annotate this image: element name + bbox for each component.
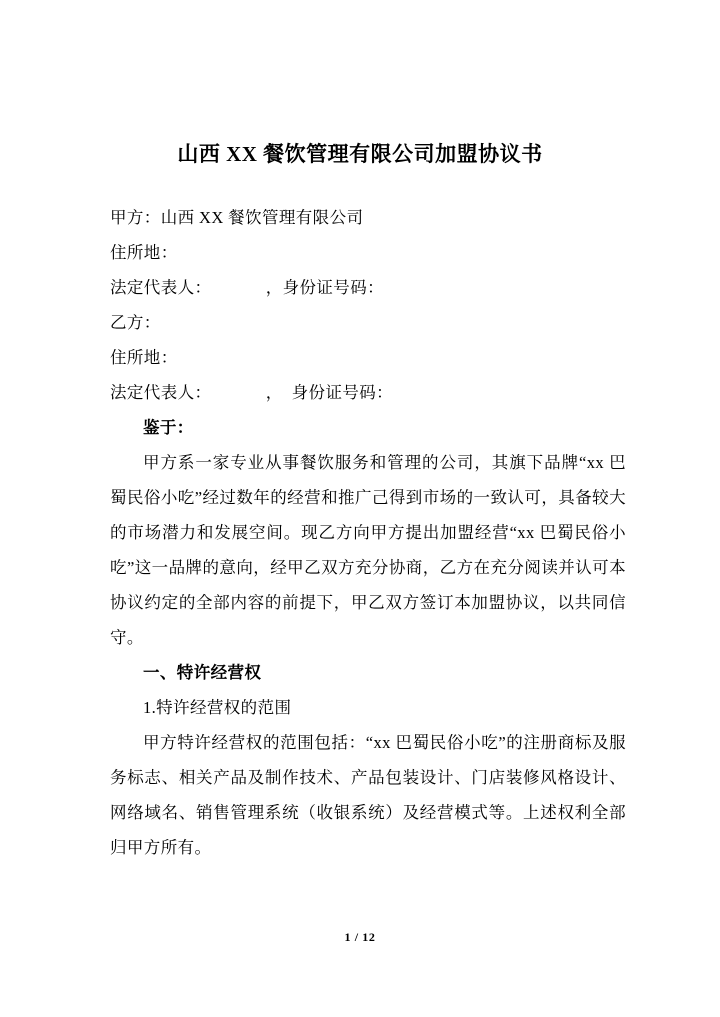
document-body — [110, 200, 626, 865]
party-a-legal-rep-line: 法定代表人： ，身份证号码： — [110, 278, 384, 297]
party-a-name-line: 甲方：山西 XX 餐饮管理有限公司 — [110, 208, 364, 227]
party-b-address-line: 住所地： — [110, 348, 178, 367]
page-footer: 1 / 12 — [344, 930, 376, 944]
subsection-heading-1-1: 1.特许经营权的范围 — [143, 698, 292, 717]
party-a-address-line: 住所地： — [110, 243, 178, 262]
subsection-paragraph-1-1: 甲方特许经营权的范围包括：“xx 巴蜀民俗小吃”的注册商标及服务标志、相关产品及制作技术、产品包装设计、门店装修风格设计、网络域名、销售管理系统（收银系统）及经营模式等。上述权利全部归甲方所有。 — [110, 733, 626, 857]
party-b-name-line: 乙方： — [110, 313, 161, 332]
section-heading-1: 一、特许经营权 — [143, 663, 262, 682]
recitals-paragraph: 甲方系一家专业从事餐饮服务和管理的公司，其旗下品牌“xx 巴蜀民俗小吃”经过数年的经营和推广己得到市场的一致认可，具备较大的市场潜力和发展空间。现乙方向甲方提出加盟经营“xx 巴蜀民俗小吃”这一品牌的意向，经甲乙双方充分协商，乙方在充分阅读并认可本协议约定的全部内容的前提下，甲乙双方签订本加盟协议，以共同信守。 — [110, 453, 626, 647]
recitals-heading: 鉴于： — [143, 418, 194, 437]
page-title: 山西 XX 餐饮管理有限公司加盟协议书 — [177, 142, 543, 167]
party-b-legal-rep-line: 法定代表人： ， 身份证号码： — [110, 383, 394, 402]
